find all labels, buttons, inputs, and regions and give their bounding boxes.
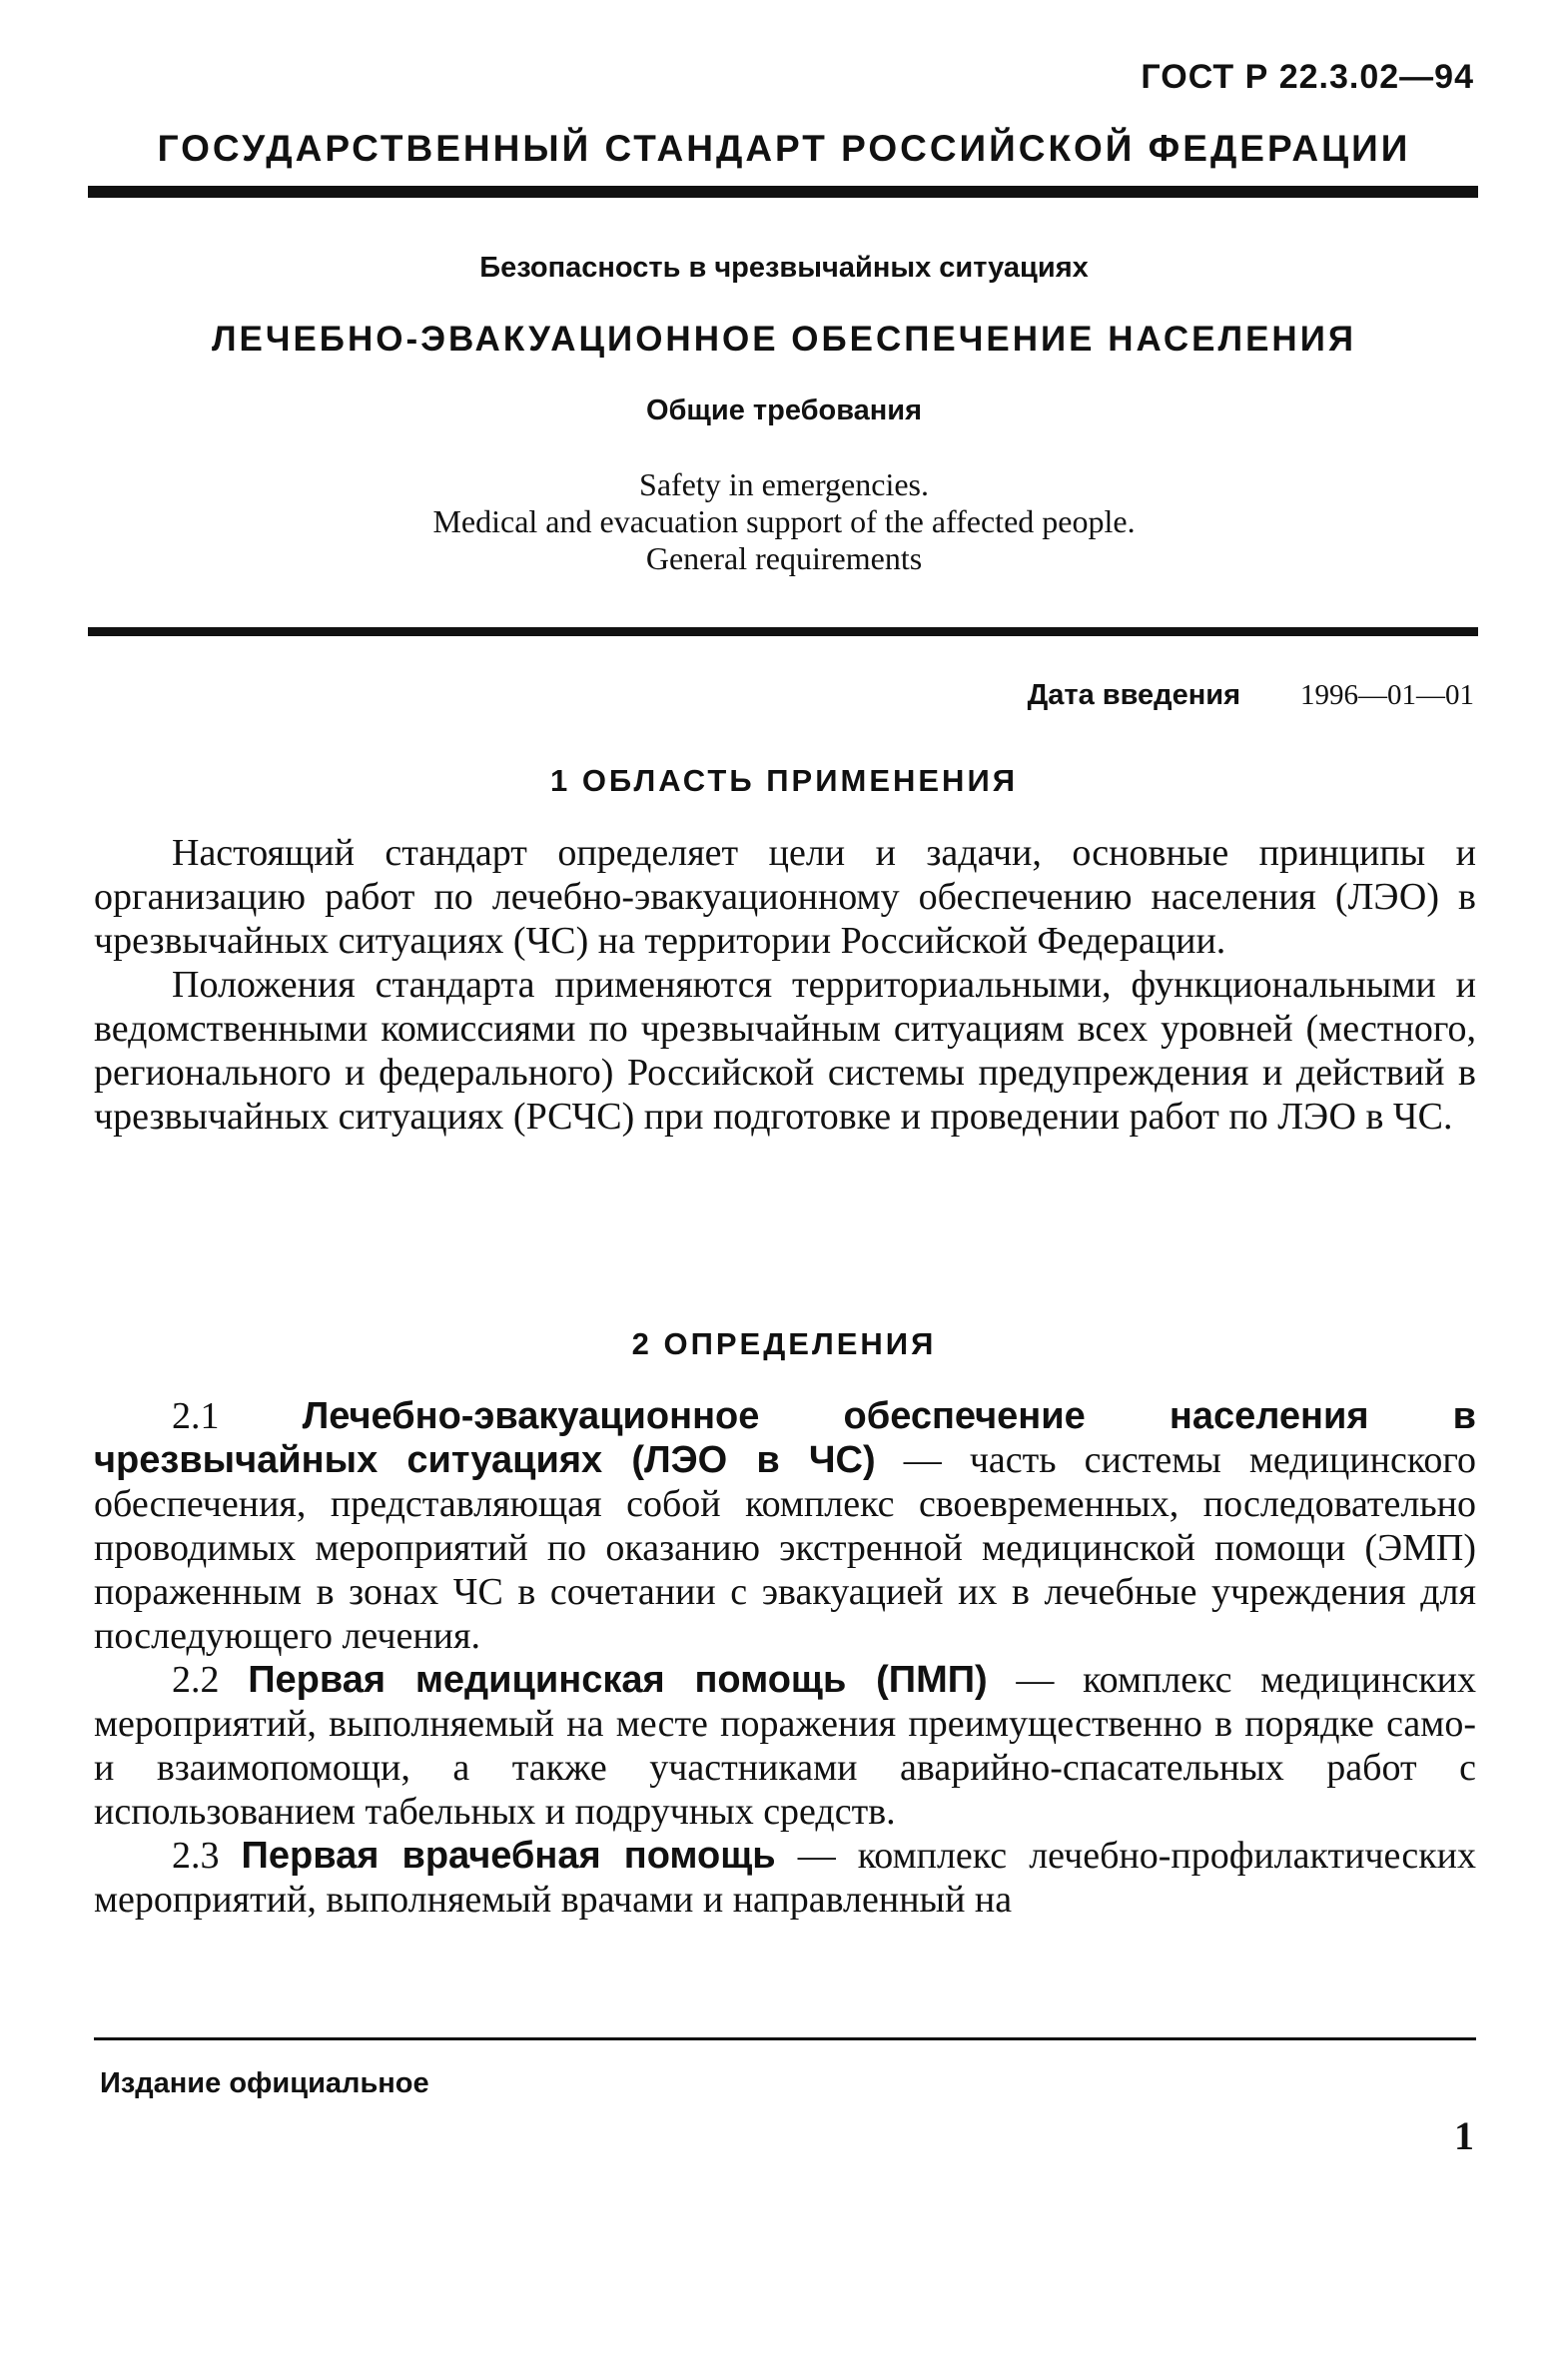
definition-number: 2.3 <box>172 1835 220 1877</box>
section-2-body <box>94 1394 1476 1922</box>
introduction-date <box>1028 679 1474 712</box>
government-standard-header: ГОСУДАРСТВЕННЫЙ СТАНДАРТ РОССИЙСКОЙ ФЕДЕРАЦИИ <box>157 128 1411 169</box>
english-title <box>0 466 1568 577</box>
requirements-title: Общие требования <box>645 394 923 426</box>
definition-item <box>94 1834 1476 1922</box>
subtitle: Безопасность в чрезвычайных ситуациях <box>479 252 1089 284</box>
paragraph: Положения стандарта применяются территориальными, функциональными и ведомственными комиссиями по чрезвычайным ситуациям всех уровней (местного, регионального и федерального) Российской системы предупреждения и действий в чрезвычайных ситуациях (РСЧС) при подготовке и проведении работ по ЛЭО в ЧС. <box>94 964 1476 1138</box>
title-rule <box>88 627 1478 636</box>
section-1-body <box>94 831 1476 1139</box>
definition-term: Первая врачебная помощь <box>241 1835 776 1877</box>
english-title-line: Safety in emergencies. <box>639 466 929 502</box>
section-1-title: 1 ОБЛАСТЬ ПРИМЕНЕНИЯ <box>549 763 1019 798</box>
definition-text: — комплекс медицинских мероприятий, выполняемый на месте поражения преимущественно в порядке само- и взаимопомощи, а также участниками аварийно-спасательных работ с использованием табельных и подручных средств. <box>94 1659 1477 1833</box>
definition-term: Первая медицинская помощь (ПМП) <box>248 1659 988 1701</box>
page-number: 1 <box>1454 2113 1474 2158</box>
introduction-date-label: Дата введения <box>1027 679 1240 711</box>
footer-rule <box>94 2037 1476 2040</box>
edition-label: Издание официальное <box>100 2067 429 2099</box>
definition-text: — часть системы медицинского обеспечения, представляющая собой комплекс своевременных, последовательно проводимых мероприятий по оказанию экстренной медицинской помощи (ЭМП) пораженным в зонах ЧС в сочетании с эвакуацией их в лечебные учреждения для последующего лечения. <box>94 1439 1476 1657</box>
definition-term: Лечебно-эвакуационное обеспечение населения в чрезвычайных ситуациях (ЛЭО в ЧС) <box>94 1395 1476 1481</box>
introduction-date-value: 1996—01—01 <box>1300 679 1474 711</box>
definition-number: 2.1 <box>172 1395 220 1437</box>
header-rule <box>88 186 1478 198</box>
definition-text: — комплекс лечебно-профилактических мероприятий, выполняемый врачами и направленный на <box>94 1835 1477 1921</box>
document-code: ГОСТ Р 22.3.02—94 <box>1141 58 1474 96</box>
english-title-line: Medical and evacuation support of the affected people. <box>432 503 1136 539</box>
section-2-title: 2 ОПРЕДЕЛЕНИЯ <box>631 1326 937 1361</box>
english-title-line: General requirements <box>645 540 923 576</box>
definition-number: 2.2 <box>172 1659 220 1701</box>
definition-item <box>94 1658 1476 1834</box>
main-title: ЛЕЧЕБНО-ЭВАКУАЦИОННОЕ ОБЕСПЕЧЕНИЕ НАСЕЛЕНИЯ <box>211 320 1357 359</box>
paragraph: Настоящий стандарт определяет цели и задачи, основные принципы и организацию работ по лечебно-эвакуационному обеспечению населения (ЛЭО) в чрезвычайных ситуациях (ЧС) на территории Российской Федерации. <box>94 832 1476 962</box>
definition-item <box>94 1394 1476 1658</box>
